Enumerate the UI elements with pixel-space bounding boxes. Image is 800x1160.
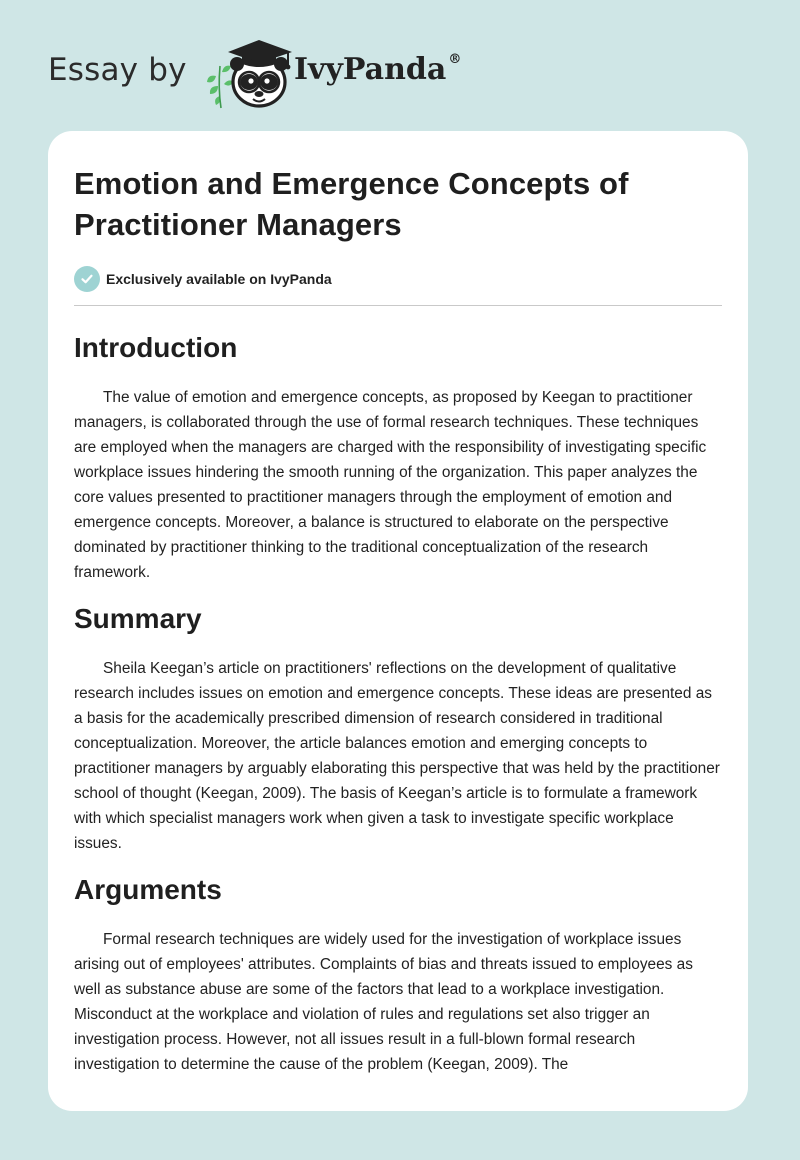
section-introduction [74, 330, 722, 585]
registered-mark: ® [448, 52, 462, 67]
essay-card [48, 131, 748, 1111]
exclusive-badge [74, 265, 722, 293]
title-divider [74, 305, 722, 306]
section-paragraph: Formal research techniques are widely used for the investigation of workplace issues arising out of employees' attributes. Complaints of bias and threats issued to employees as well as substance abuse are some of the factors that lead to a workplace investigation. Misconduct at the workplace and violation of rules and regulations set also trigger an investigation process. However, not all issues result in a full-blown formal research investigation to determine the cause of the problem (Keegan, 2009). The [74, 931, 693, 1073]
essay-content [74, 163, 722, 1077]
section-paragraph: Sheila Keegan’s article on practitioners' reflections on the development of qualitative research includes issues on emotion and emergence concepts. These ideas are presented as a basis for the academically prescribed dimension of research considered in traditional conceptualization. Moreover, the article balances emotion and emerging concepts to practitioner managers by arguably elaborating this perspective that was held by the practitioner school of thought (Keegan, 2009). The basis of Keegan’s article is to formulate a framework with which specialist managers work when given a task to investigate specific workplace issues. [74, 660, 720, 852]
site-header [48, 30, 508, 110]
brand-name[interactable]: IvyPanda ® [294, 52, 462, 87]
section-summary [74, 601, 722, 856]
exclusive-badge-label: Exclusively available on IvyPanda [106, 271, 332, 287]
check-circle-icon [74, 266, 100, 292]
section-heading: Arguments [74, 874, 222, 905]
page-title: Emotion and Emergence Concepts of Practitioner Managers [74, 166, 629, 242]
section-paragraph: The value of emotion and emergence concepts, as proposed by Keegan to practitioner managers, is collaborated through the use of formal research techniques. These techniques are employed when the managers are charged with the responsibility of investigating specific workplace issues hindering the smooth running of the organization. This paper analyzes the core values presented to practitioner managers through the employment of emotion and emergence concepts. Moreover, a balance is structured to elaborate on the perspective dominated by practitioner thinking to the traditional conceptualization of the research framework. [74, 389, 707, 581]
section-heading: Introduction [74, 332, 238, 363]
section-heading: Summary [74, 603, 202, 634]
section-arguments [74, 872, 722, 1077]
brand-prefix: Essay by [48, 52, 187, 88]
